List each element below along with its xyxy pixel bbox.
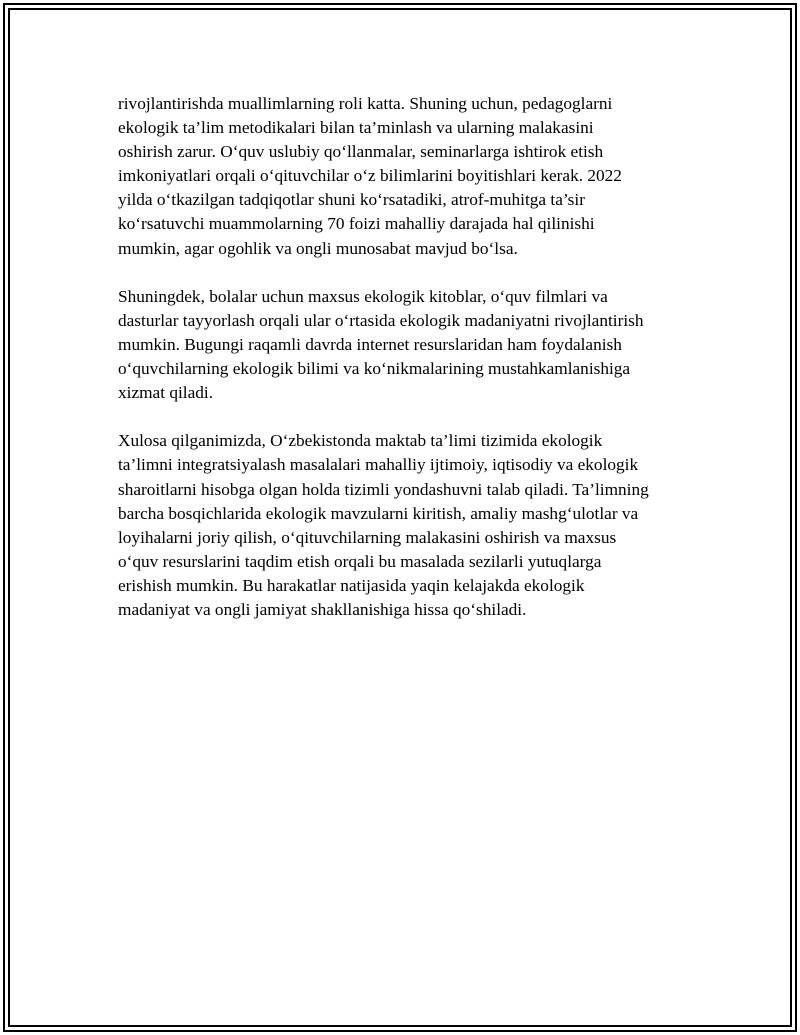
text-line: Xulosa qilganimizda, O‘zbekistonda maktab ta’limi tizimida ekologik	[118, 431, 603, 451]
text-line: barcha bosqichlarida ekologik mavzularni kiritish, amaliy mashg‘ulotlar va	[118, 503, 639, 523]
text-line: oshirish zarur. O‘quv uslubiy qo‘llanmalar, seminarlarga ishtirok etish	[118, 142, 604, 162]
text-line: mumkin. Bugungi raqamli davrda internet resurslaridan ham foydalanish	[118, 334, 622, 354]
text-line: sharoitlarni hisobga olgan holda tizimli yondashuvni talab qiladi. Ta’limning	[118, 479, 649, 499]
text-line: ekologik ta’lim metodikalari bilan ta’minlash va ularning malakasini	[118, 118, 594, 138]
text-line: loyihalarni joriy qilish, o‘qituvchilarning malakasini oshirish va maxsus	[118, 527, 617, 547]
text-line: ta’limni integratsiyalash masalalari mahalliy ijtimoiy, iqtisodiy va ekologik	[118, 455, 639, 475]
text-line: xizmat qiladi.	[118, 383, 214, 403]
text-line: rivojlantirishda muallimlarning roli katta. Shuning uchun, pedagoglarni	[118, 94, 613, 113]
text-line: o‘quvchilarning ekologik bilimi va ko‘nikmalarining mustahkamlanishiga	[118, 359, 631, 379]
text-line: imkoniyatlari orqali o‘qituvchilar o‘z bilimlarini boyitishlari kerak. 2022	[118, 166, 622, 186]
text-line: ko‘rsatuvchi muammolarning 70 foizi mahalliy darajada hal qilinishi	[118, 214, 595, 234]
text-line: dasturlar tayyorlash orqali ular o‘rtasida ekologik madaniyatni rivojlantirish	[118, 310, 644, 330]
text-line: yilda o‘tkazilgan tadqiqotlar shuni ko‘rsatadiki, atrof-muhitga ta’sir	[118, 190, 585, 210]
text-line: mumkin, agar ogohlik va ongli munosabat mavjud bo‘lsa.	[118, 238, 518, 258]
paragraph	[118, 429, 698, 622]
paragraph	[118, 92, 698, 261]
text-line: erishish mumkin. Bu harakatlar natijasida yaqin kelajakda ekologik	[118, 575, 585, 595]
text-line: madaniyat va ongli jamiyat shakllanishiga hissa qo‘shiladi.	[118, 599, 527, 619]
text-line: Shuningdek, bolalar uchun maxsus ekologik kitoblar, o‘quv filmlari va	[118, 286, 608, 306]
document-body	[118, 92, 698, 646]
paragraph	[118, 285, 698, 405]
text-line: o‘quv resurslarini taqdim etish orqali bu masalada sezilarli yutuqlarga	[118, 551, 602, 571]
